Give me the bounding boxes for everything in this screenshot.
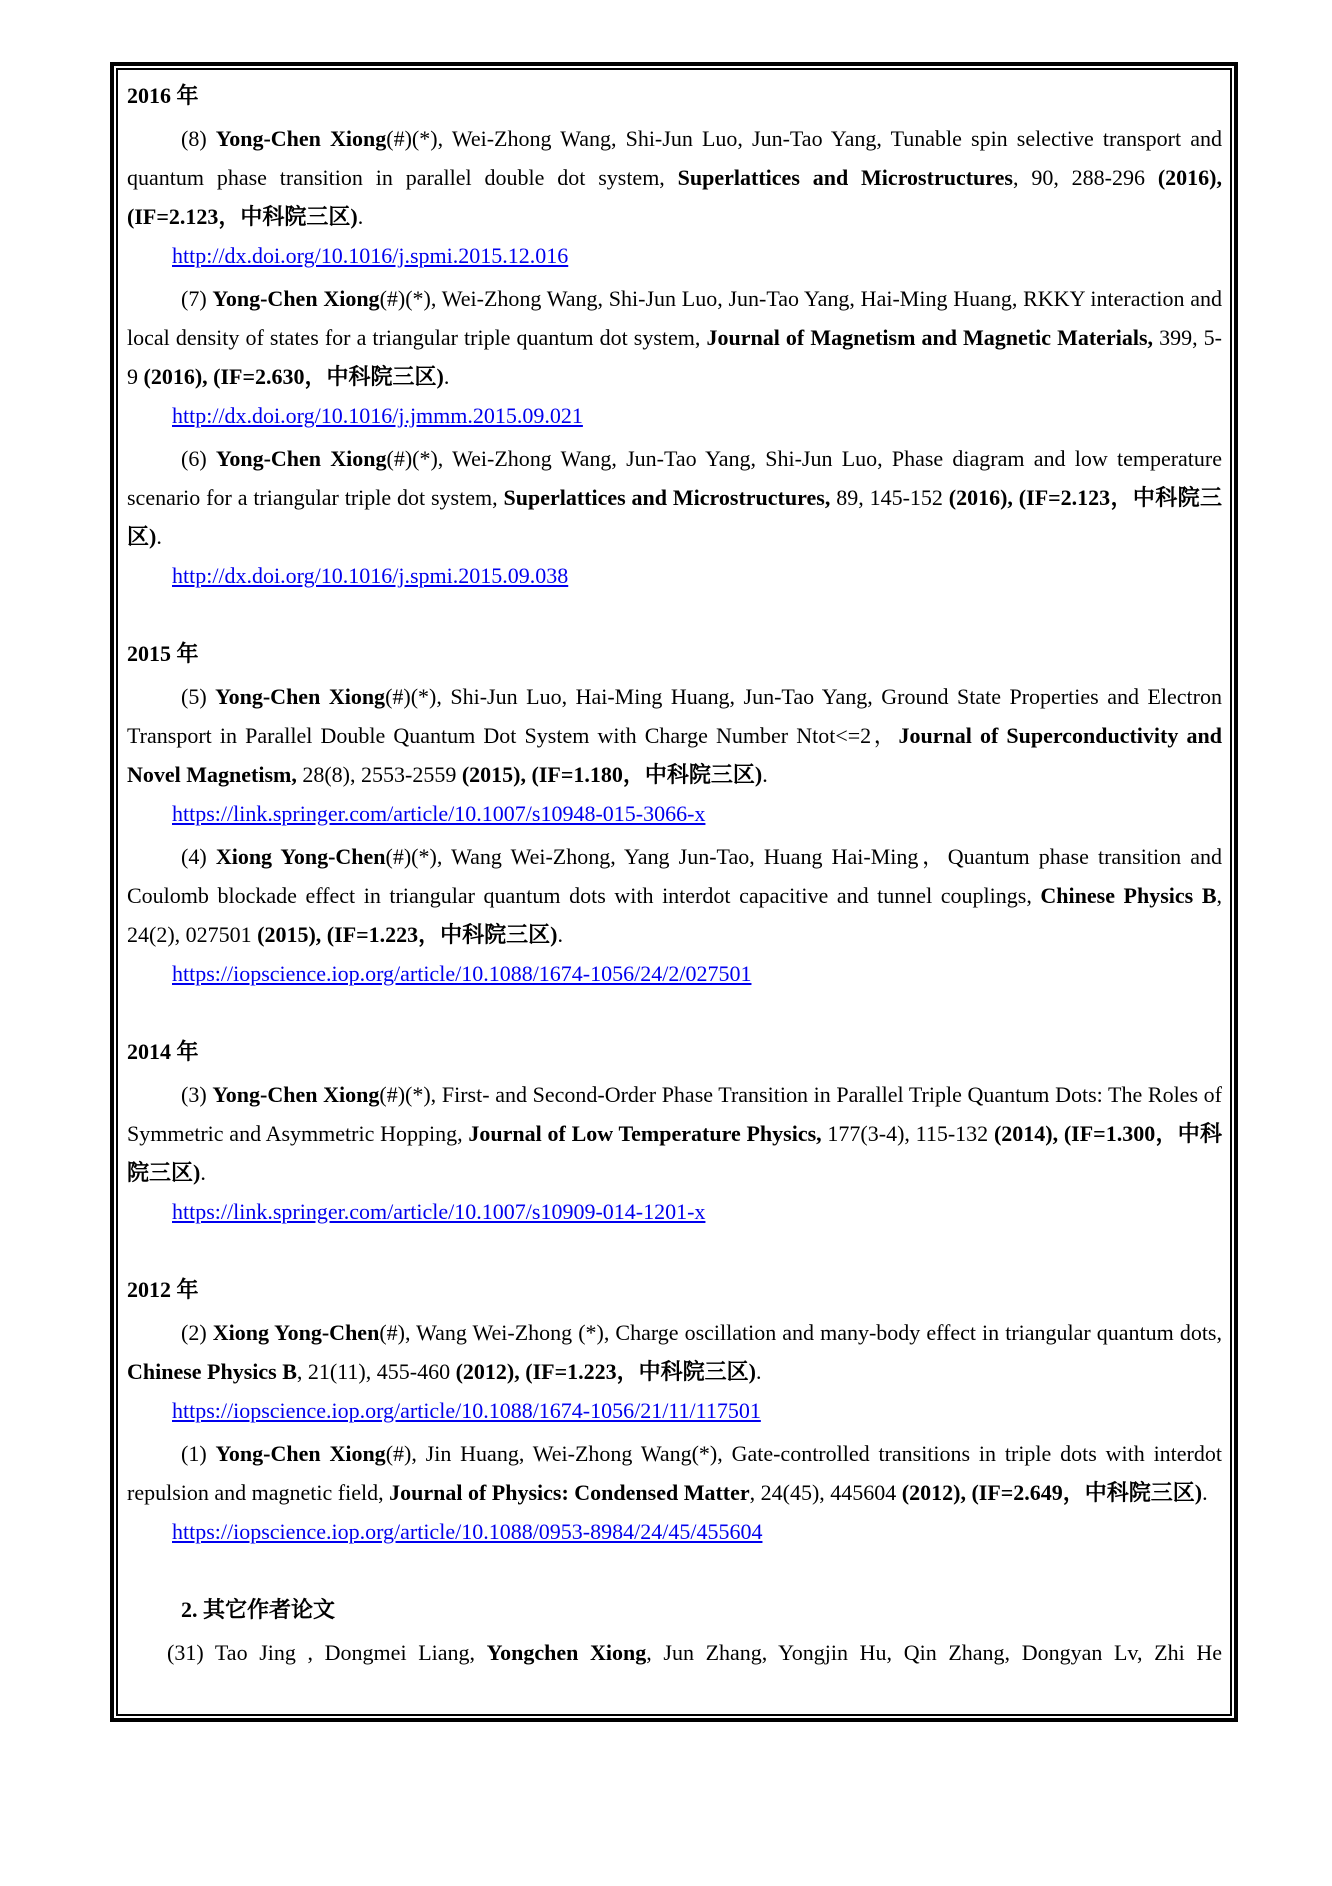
entry-text-segment: Yong-Chen Xiong xyxy=(215,1441,386,1466)
entry-text-segment: . xyxy=(357,204,364,229)
publication-entry xyxy=(127,279,1222,396)
doi-link-line xyxy=(127,236,1222,275)
doi-link[interactable]: https://link.springer.com/article/10.1007/s10909-014-1201-x xyxy=(172,1199,706,1224)
document-content xyxy=(127,76,1222,1672)
entry-text-segment: Chinese Physics B xyxy=(127,1359,297,1384)
entry-text-segment: Journal of Superconductivity and Novel Magnetism, xyxy=(127,723,1222,787)
doi-link-line xyxy=(127,1512,1222,1551)
entry-text-segment: Yong-Chen Xiong xyxy=(212,286,380,311)
entry-text-segment: (2016), (IF=2.630，中科院三区) xyxy=(143,364,444,389)
entry-text-segment: (4) xyxy=(181,844,216,869)
entry-text-segment: (2) xyxy=(181,1320,213,1345)
doi-link[interactable]: http://dx.doi.org/10.1016/j.jmmm.2015.09.021 xyxy=(172,403,583,428)
entry-text-segment: (2014), (IF=1.300，中科院三区) xyxy=(127,1121,1222,1185)
entry-text-segment: Yong-Chen Xiong xyxy=(212,1082,380,1107)
entry-text-segment: (#)(*), Wei-Zhong Wang, Shi-Jun Luo, Jun-Tao Yang, Hai-Ming Huang, RKKY interaction and local density of states for a triangular triple quantum dot system, xyxy=(127,286,1223,350)
doi-link[interactable]: https://iopscience.iop.org/article/10.1088/1674-1056/21/11/117501 xyxy=(172,1398,761,1423)
entry-text-segment: , 21(11), 455-460 xyxy=(296,1359,456,1384)
entry-text-segment: (2015), (IF=1.180，中科院三区) xyxy=(461,762,763,787)
entry-text-segment: (#)(*), Wei-Zhong Wang, Shi-Jun Luo, Jun-Tao Yang, Tunable spin selective transport and quantum phase transition in parallel double dot system, xyxy=(127,126,1222,190)
entry-text-segment: . xyxy=(200,1160,206,1185)
entry-text-segment: Superlattices and Microstructures xyxy=(677,165,1013,190)
doi-link-line xyxy=(127,396,1222,435)
entry-text-segment: (#)(*), Wang Wei-Zhong, Yang Jun-Tao, Huang Hai-Ming，Quantum phase transition and Coulomb blockade effect in triangular quantum dots with interdot capacitive and tunnel couplings, xyxy=(127,844,1222,908)
entry-text-segment: (2012), (IF=2.649，中科院三区) xyxy=(901,1480,1203,1505)
doi-link-line xyxy=(127,1192,1222,1231)
entry-text-segment: , 24(45), 445604 xyxy=(749,1480,902,1505)
publication-entry xyxy=(127,837,1222,954)
entry-text-segment: (5) xyxy=(181,684,216,709)
entry-text-segment: . xyxy=(1202,1480,1208,1505)
publication-entry xyxy=(127,1075,1222,1192)
entry-text-segment: 89, 145-152 xyxy=(830,485,949,510)
entry-text-segment: Superlattices and Microstructures, xyxy=(503,485,831,510)
entry-text-segment: Yongchen Xiong xyxy=(486,1640,647,1665)
entry-text-segment: (3) xyxy=(181,1082,213,1107)
entry-text-segment: 177(3-4), 115-132 xyxy=(821,1121,994,1146)
entry-text-segment: Journal of Physics: Condensed Matter xyxy=(389,1480,750,1505)
entry-text-segment: (#)(*), First- and Second-Order Phase Transition in Parallel Triple Quantum Dots: The Roles of Symmetric and Asymmetric Hopping, xyxy=(127,1082,1223,1146)
year-heading: 2012 年 xyxy=(127,1277,199,1302)
publication-entry xyxy=(127,677,1222,794)
publication-year-section xyxy=(127,1270,1222,1551)
doi-link[interactable]: https://link.springer.com/article/10.1007/s10948-015-3066-x xyxy=(172,801,706,826)
entry-text-segment: (2015), (IF=1.223，中科院三区) xyxy=(257,922,558,947)
entry-text-segment: (#), Wang Wei-Zhong (*), Charge oscillation and many-body effect in triangular quantum dots, xyxy=(379,1320,1222,1345)
entry-text-segment: , 90, 288-296 xyxy=(1012,165,1158,190)
entry-text-segment: (31) Tao Jing , Dongmei Liang, xyxy=(167,1640,487,1665)
publication-entry xyxy=(127,1434,1222,1512)
other-authors-heading: 2. 其它作者论文 xyxy=(181,1597,336,1622)
entry-text-segment: Yong-Chen Xiong xyxy=(215,126,387,151)
entry-text-segment: (2016), (IF=2.123，中科院三区) xyxy=(127,485,1223,549)
doi-link-line xyxy=(127,1391,1222,1430)
doi-link[interactable]: http://dx.doi.org/10.1016/j.spmi.2015.12.016 xyxy=(172,243,569,268)
publication-year-section xyxy=(127,1032,1222,1231)
entry-text-segment: 28(8), 2553-2559 xyxy=(296,762,462,787)
publication-year-section xyxy=(127,634,1222,993)
entry-text-segment: (2012), (IF=1.223，中科院三区) xyxy=(455,1359,756,1384)
year-heading: 2014 年 xyxy=(127,1039,199,1064)
entry-text-segment: Xiong Yong-Chen xyxy=(215,844,386,869)
other-authors-section xyxy=(127,1590,1222,1672)
entry-text-segment: Journal of Magnetism and Magnetic Materials, xyxy=(706,325,1154,350)
entry-text-segment: . xyxy=(755,1359,762,1384)
entry-text-segment: (#), Jin Huang, Wei-Zhong Wang(*), Gate-controlled transitions in triple dots with interdot repulsion and magnetic field, xyxy=(127,1441,1222,1505)
entry-text-segment: Yong-Chen Xiong xyxy=(215,446,387,471)
publication-entry xyxy=(127,1633,1222,1672)
entry-text-segment: (6) xyxy=(181,446,216,471)
doi-link[interactable]: http://dx.doi.org/10.1016/j.spmi.2015.09.038 xyxy=(172,563,569,588)
entry-text-segment: (2016), (IF=2.123，中科院三区) xyxy=(127,165,1223,229)
entry-text-segment: , 24(2), 027501 xyxy=(127,883,1222,947)
document-border-inner-line xyxy=(116,68,1232,1716)
entry-text-segment: . xyxy=(557,922,563,947)
doi-link-line xyxy=(127,794,1222,833)
entry-text-segment: Chinese Physics B xyxy=(1040,883,1217,908)
entry-text-segment: (1) xyxy=(181,1441,216,1466)
entry-text-segment: (7) xyxy=(181,286,213,311)
doi-link-line xyxy=(127,556,1222,595)
doi-link[interactable]: https://iopscience.iop.org/article/10.1088/0953-8984/24/45/455604 xyxy=(172,1519,763,1544)
entry-text-segment: (#)(*), Shi-Jun Luo, Hai-Ming Huang, Jun-Tao Yang, Ground State Properties and Electron Transport in Parallel Double Quantum Dot System with Charge Number Ntot<=2， xyxy=(127,684,1222,748)
entry-text-segment: . xyxy=(762,762,768,787)
doi-link-line xyxy=(127,954,1222,993)
publication-entry xyxy=(127,1313,1222,1391)
publication-year-section xyxy=(127,76,1222,595)
year-heading: 2015 年 xyxy=(127,641,199,666)
entry-text-segment: , Jun Zhang, Yongjin Hu, Qin Zhang, Dongyan Lv, Zhi He xyxy=(646,1640,1222,1665)
publication-entry xyxy=(127,119,1222,236)
publication-entry xyxy=(127,439,1222,556)
entry-text-segment: (8) xyxy=(181,126,216,151)
entry-text-segment: Journal of Low Temperature Physics, xyxy=(468,1121,822,1146)
entry-text-segment: Yong-Chen Xiong xyxy=(215,684,386,709)
doi-link[interactable]: https://iopscience.iop.org/article/10.1088/1674-1056/24/2/027501 xyxy=(172,961,752,986)
entry-text-segment: Xiong Yong-Chen xyxy=(212,1320,380,1345)
entry-text-segment: . xyxy=(443,364,450,389)
year-heading: 2016 年 xyxy=(127,83,199,108)
document-border-frame xyxy=(110,62,1238,1722)
entry-text-segment: (#)(*), Wei-Zhong Wang, Jun-Tao Yang, Shi-Jun Luo, Phase diagram and low temperature scenario for a triangular triple dot system, xyxy=(127,446,1223,510)
entry-text-segment: 399, 5-9 xyxy=(127,325,1223,389)
entry-text-segment: . xyxy=(156,524,162,549)
